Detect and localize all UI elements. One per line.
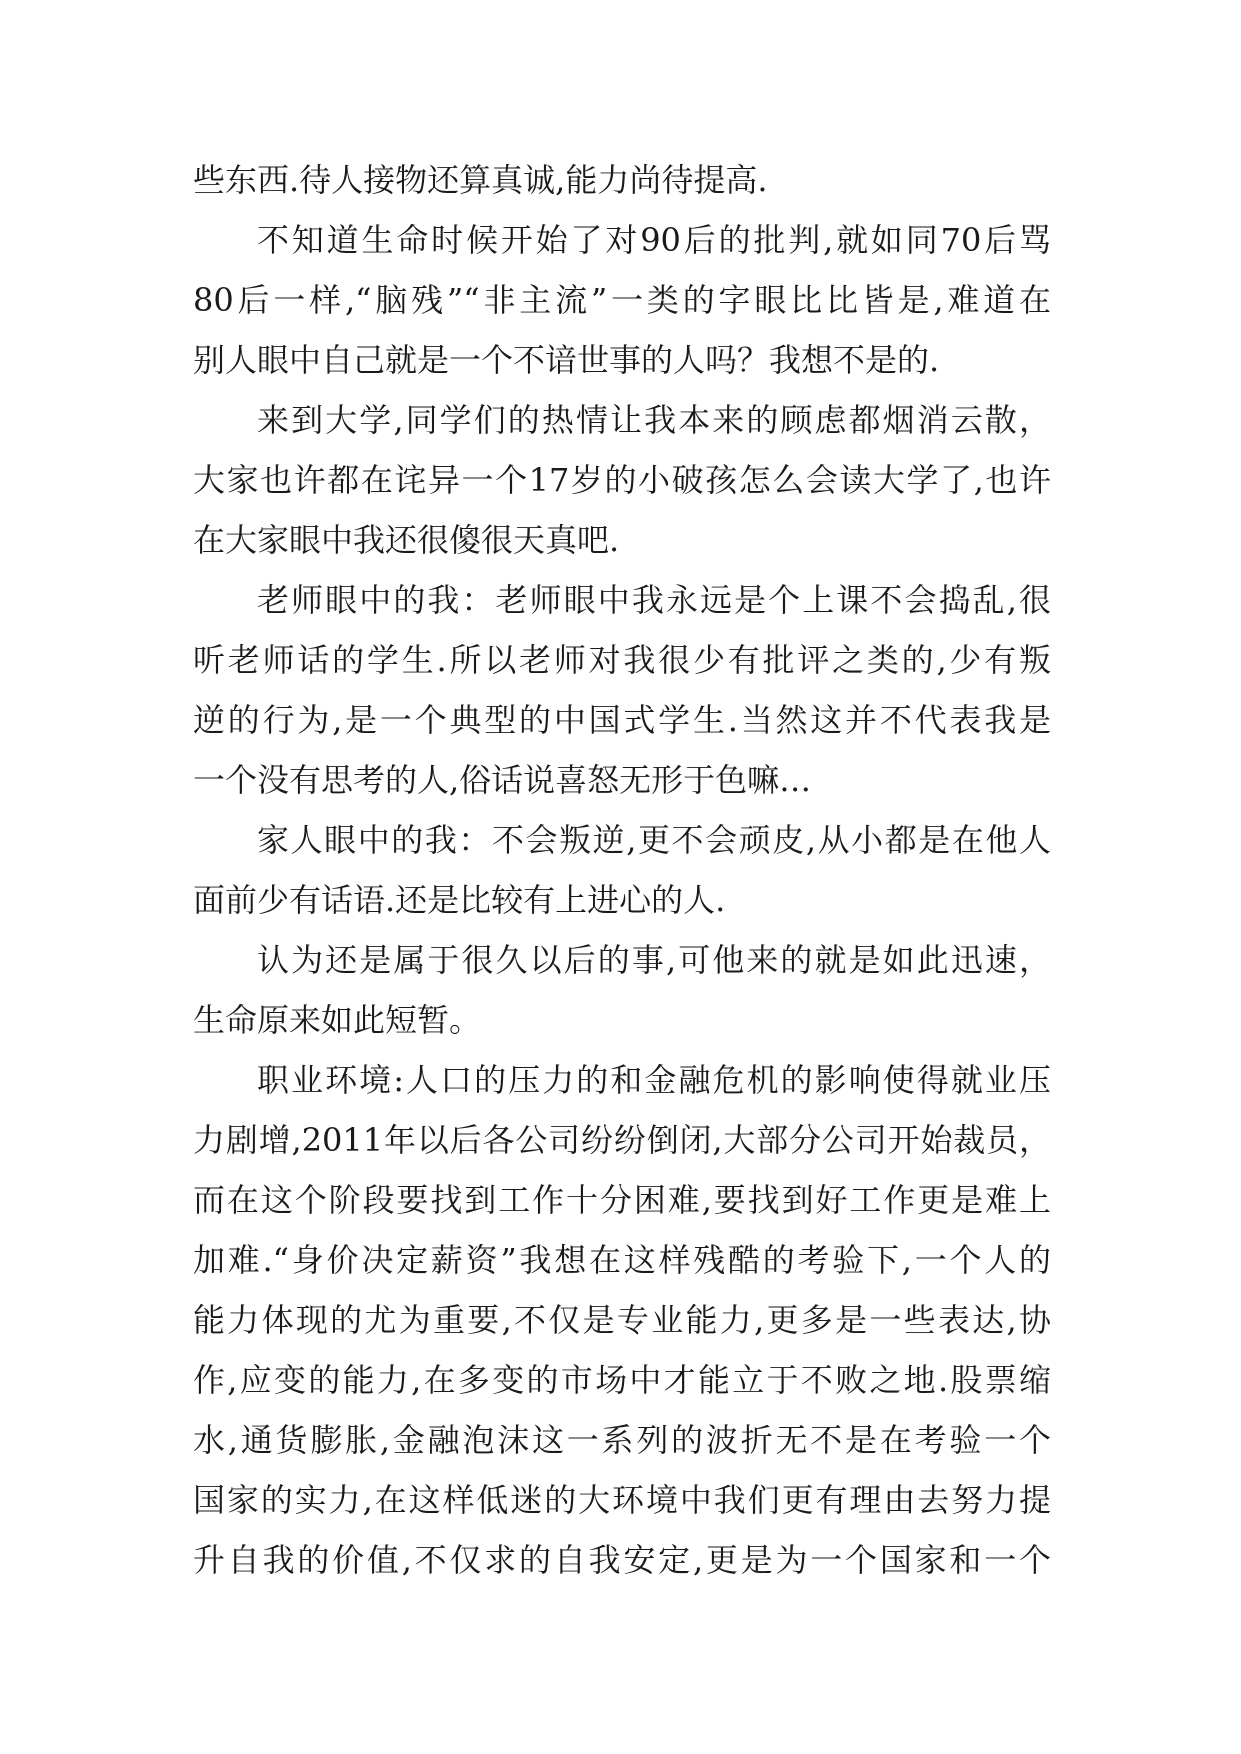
- text-line: 80后一样,“脑残”“非主流”一类的字眼比比皆是,难道在: [193, 281, 1051, 319]
- text-line: 国家的实力,在这样低迷的大环境中我们更有理由去努力提: [193, 1481, 1051, 1519]
- text-line: 逆的行为,是一个典型的中国式学生.当然这并不代表我是: [193, 701, 1051, 739]
- text-line: 加难.“身价决定薪资”我想在这样残酷的考验下,一个人的: [193, 1241, 1051, 1279]
- text-line: 些东西.待人接物还算真诚,能力尚待提高.: [193, 161, 768, 199]
- document-body: [193, 150, 1051, 1590]
- text-line: 生命原来如此短暂。: [193, 1001, 482, 1039]
- text-line: 而在这个阶段要找到工作十分困难,要找到好工作更是难上: [193, 1181, 1051, 1219]
- text-line: 面前少有话语.还是比较有上进心的人.: [193, 881, 726, 919]
- text-line: 认为还是属于很久以后的事,可他来的就是如此迅速，: [257, 941, 1051, 979]
- text-line: 家人眼中的我：不会叛逆,更不会顽皮,从小都是在他人: [257, 821, 1051, 859]
- text-line: 不知道生命时候开始了对90后的批判,就如同70后骂: [257, 221, 1051, 259]
- text-line: 别人眼中自己就是一个不谙世事的人吗？我想不是的.: [193, 341, 940, 379]
- text-line: 职业环境:人口的压力的和金融危机的影响使得就业压: [257, 1061, 1051, 1099]
- text-line: 升自我的价值,不仅求的自我安定,更是为一个国家和一个: [193, 1541, 1051, 1579]
- text-line: 老师眼中的我：老师眼中我永远是个上课不会捣乱,很: [257, 581, 1051, 619]
- text-line: 作,应变的能力,在多变的市场中才能立于不败之地.股票缩: [193, 1361, 1051, 1399]
- text-line: 能力体现的尤为重要,不仅是专业能力,更多是一些表达,协: [193, 1301, 1051, 1339]
- text-line: 来到大学,同学们的热情让我本来的顾虑都烟消云散，: [257, 401, 1051, 439]
- text-line: 在大家眼中我还很傻很天真吧.: [193, 521, 620, 559]
- text-line: 水,通货膨胀,金融泡沫这一系列的波折无不是在考验一个: [193, 1421, 1051, 1459]
- text-line: 一个没有思考的人,俗话说喜怒无形于色嘛…: [193, 761, 812, 799]
- text-line: 大家也许都在诧异一个17岁的小破孩怎么会读大学了,也许: [193, 461, 1051, 499]
- text-line: 力剧增,2011年以后各公司纷纷倒闭,大部分公司开始裁员，: [193, 1121, 1051, 1159]
- text-line: 听老师话的学生.所以老师对我很少有批评之类的,少有叛: [193, 641, 1051, 679]
